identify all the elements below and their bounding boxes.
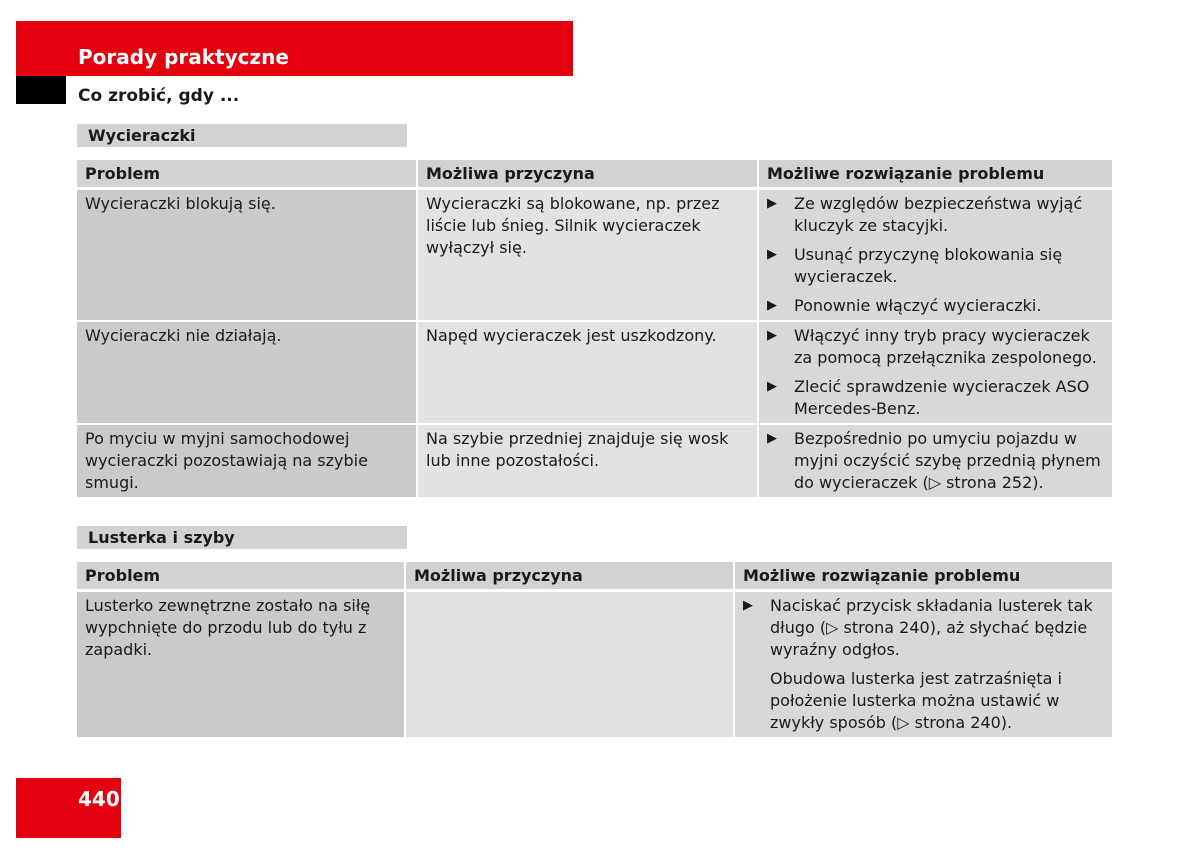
column-header-problem: Problem <box>77 160 418 190</box>
solution-step <box>767 295 1104 317</box>
solution-step <box>767 325 1104 369</box>
bullet-arrow-icon: ▶ <box>767 196 777 211</box>
bullet-arrow-icon: ▶ <box>767 431 777 446</box>
wipers-table <box>77 160 1112 499</box>
cause-cell: Napęd wycieraczek jest uszkodzony. <box>418 322 759 425</box>
section-title-wipers: Wycieraczki <box>77 124 407 147</box>
column-header-solution: Możliwe rozwiązanie problemu <box>735 562 1112 592</box>
table-header-row <box>77 160 1112 190</box>
table-row <box>77 190 1112 322</box>
solution-step <box>767 244 1104 288</box>
solution-step <box>767 376 1104 420</box>
solution-note: Obudowa lusterka jest zatrzaśnięta i położenie lusterka można ustawić w zwykły sposób (▷ strona 240). <box>770 669 1062 732</box>
page-number: 440 <box>78 787 120 811</box>
bullet-arrow-icon: ▶ <box>743 598 753 613</box>
column-header-problem: Problem <box>77 562 406 592</box>
problem-cell: Wycieraczki nie działają. <box>77 322 418 425</box>
table-header-row <box>77 562 1112 592</box>
solution-cell <box>759 425 1112 499</box>
solution-step <box>743 595 1104 661</box>
problem-cell: Po myciu w myjni samochodowej wycieraczki pozostawiają na szybie smugi. <box>77 425 418 499</box>
step-text: Włączyć inny tryb pracy wycieraczek za pomocą przełącznika zespolonego. <box>794 326 1097 367</box>
step-text: Ze względów bezpieczeństwa wyjąć kluczyk ze stacyjki. <box>794 194 1083 235</box>
mirrors-table <box>77 562 1112 739</box>
cause-cell: Wycieraczki są blokowane, np. przez liście lub śnieg. Silnik wycieraczek wyłączył się. <box>418 190 759 322</box>
table-row <box>77 425 1112 499</box>
column-header-cause: Możliwa przyczyna <box>406 562 735 592</box>
step-text: Zlecić sprawdzenie wycieraczek ASO Mercedes-Benz. <box>794 377 1090 418</box>
bullet-arrow-icon: ▶ <box>767 298 777 313</box>
step-text: Ponownie włączyć wycieraczki. <box>794 296 1042 315</box>
header-marker <box>16 76 66 104</box>
bullet-arrow-icon: ▶ <box>767 247 777 262</box>
chapter-title: Porady praktyczne <box>78 45 289 69</box>
step-text: Bezpośrednio po umyciu pojazdu w myjni oczyścić szybę przednią płynem do wycieraczek (▷ strona 252). <box>794 429 1101 492</box>
solution-cell <box>759 322 1112 425</box>
problem-cell: Wycieraczki blokują się. <box>77 190 418 322</box>
section-subtitle: Co zrobić, gdy ... <box>78 86 240 106</box>
solution-cell <box>759 190 1112 322</box>
solution-cell <box>735 592 1112 739</box>
table-row <box>77 592 1112 739</box>
table-row <box>77 322 1112 425</box>
column-header-solution: Możliwe rozwiązanie problemu <box>759 160 1112 190</box>
cause-cell <box>406 592 735 739</box>
section-title-mirrors: Lusterka i szyby <box>77 526 407 549</box>
cause-cell: Na szybie przedniej znajduje się wosk lub inne pozostałości. <box>418 425 759 499</box>
solution-step <box>767 193 1104 237</box>
step-text: Naciskać przycisk składania lusterek tak długo (▷ strona 240), aż słychać będzie wyraźny odgłos. <box>770 596 1093 659</box>
bullet-arrow-icon: ▶ <box>767 328 777 343</box>
bullet-arrow-icon: ▶ <box>767 379 777 394</box>
step-text: Usunąć przyczynę blokowania się wycieraczek. <box>794 245 1063 286</box>
column-header-cause: Możliwa przyczyna <box>418 160 759 190</box>
problem-cell: Lusterko zewnętrzne zostało na siłę wypchnięte do przodu lub do tyłu z zapadki. <box>77 592 406 739</box>
solution-step <box>767 428 1104 494</box>
